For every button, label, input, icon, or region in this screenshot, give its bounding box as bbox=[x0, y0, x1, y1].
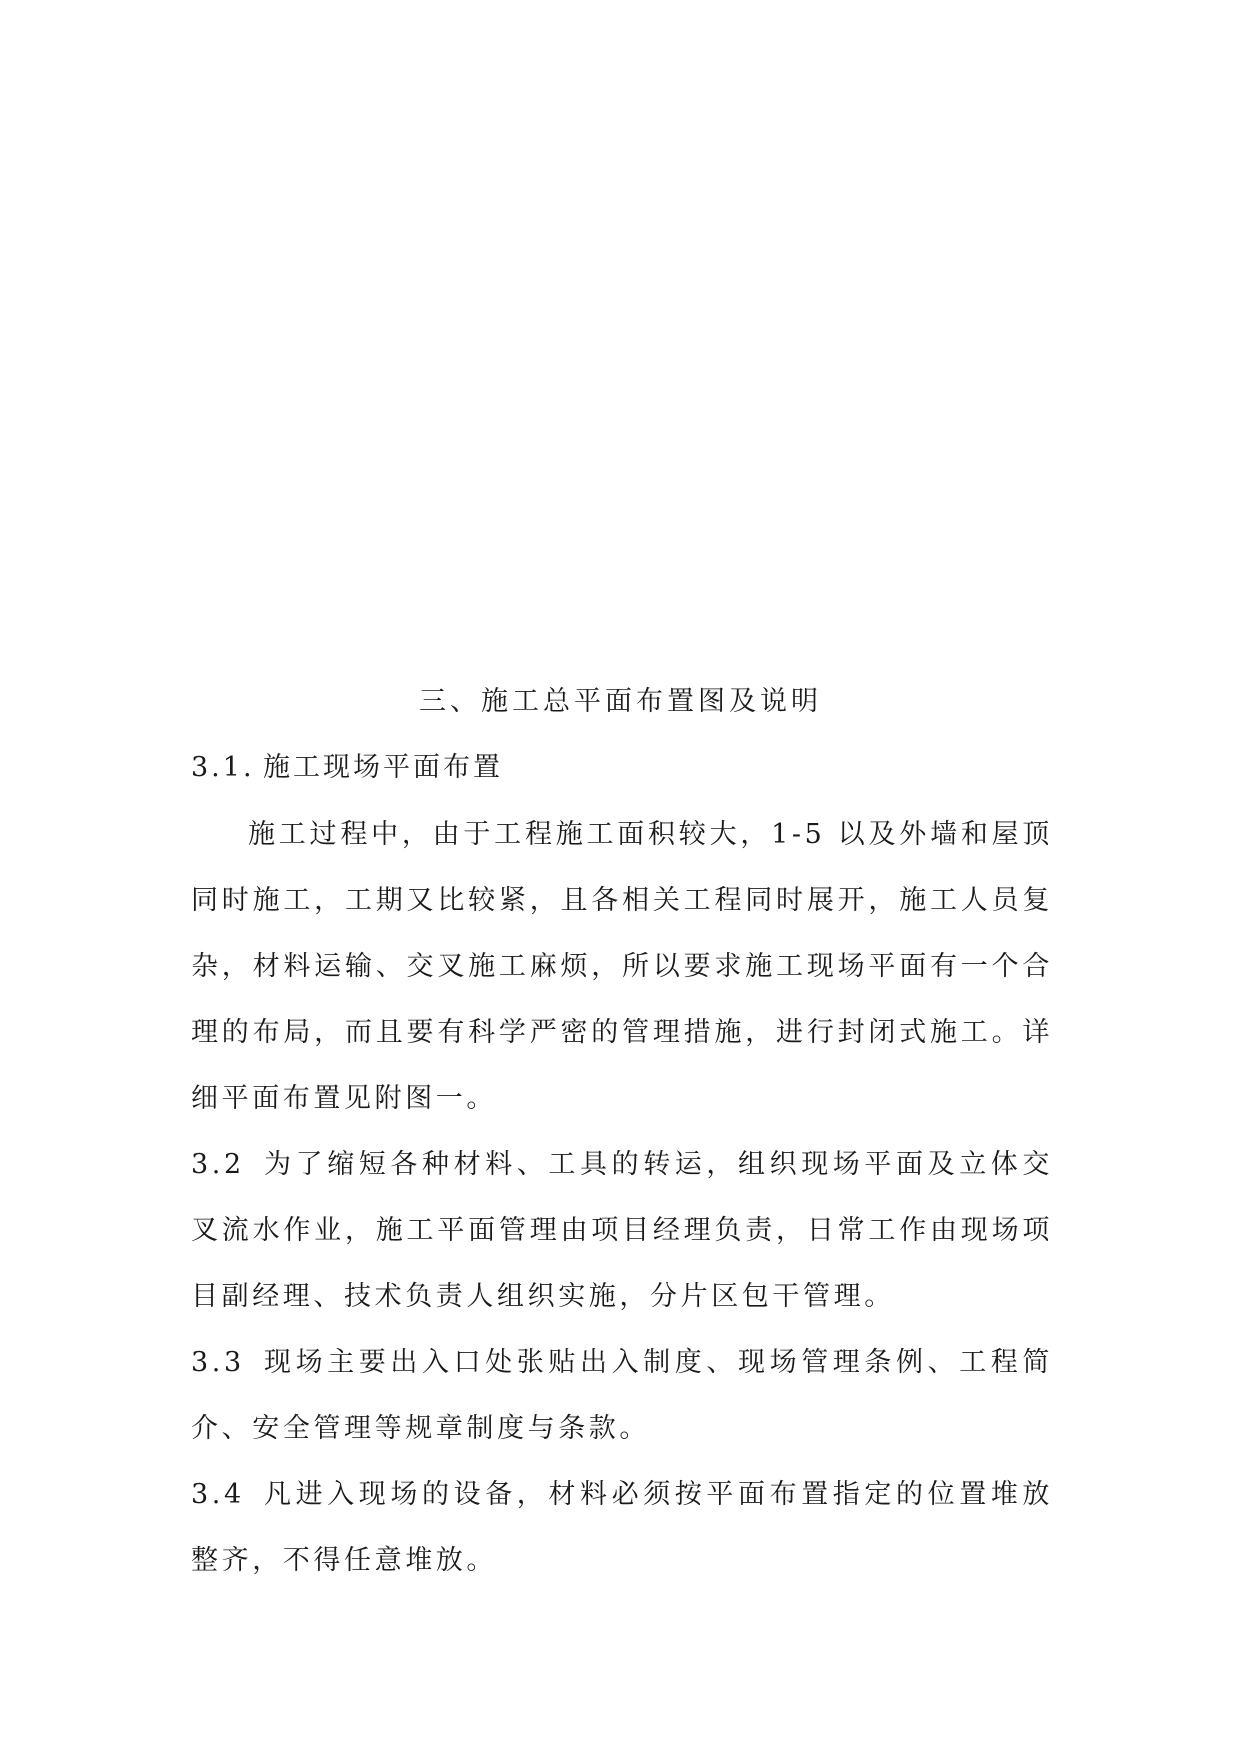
paragraph-site-layout: 施工过程中，由于工程施工面积较大，1-5 以及外墙和屋顶同时施工，工期又比较紧，且各相关工程同时展开，施工人员复杂，材料运输、交叉施工麻烦，所以要求施工现场平面有一个合理的布局，而且要有科学严密的管理措施，进行封闭式施工。详细平面布置见附图一。 bbox=[191, 819, 1053, 1114]
item-text: 现场主要出入口处张贴出入制度、现场管理条例、工程简介、安全管理等规章制度与条款。 bbox=[191, 1347, 1053, 1444]
item-number: 3.2 bbox=[191, 1149, 245, 1180]
item-text: 为了缩短各种材料、工具的转运，组织现场平面及立体交叉流水作业，施工平面管理由项目经理负责，日常工作由现场项目副经理、技术负责人组织实施，分片区包干管理。 bbox=[191, 1149, 1053, 1312]
item-number: 3.4 bbox=[191, 1479, 245, 1510]
section-title: 三、施工总平面布置图及说明 bbox=[419, 686, 822, 717]
item-3-2 bbox=[191, 1132, 1053, 1330]
subsection-number: 3.1. bbox=[191, 752, 255, 783]
item-text: 凡进入现场的设备，材料必须按平面布置指定的位置堆放整齐，不得任意堆放。 bbox=[191, 1479, 1053, 1576]
subsection-title: 施工现场平面布置 bbox=[263, 752, 503, 783]
item-3-3 bbox=[191, 1330, 1053, 1462]
item-3-4 bbox=[191, 1462, 1053, 1594]
item-number: 3.3 bbox=[191, 1347, 245, 1378]
subsection-heading bbox=[191, 748, 503, 788]
